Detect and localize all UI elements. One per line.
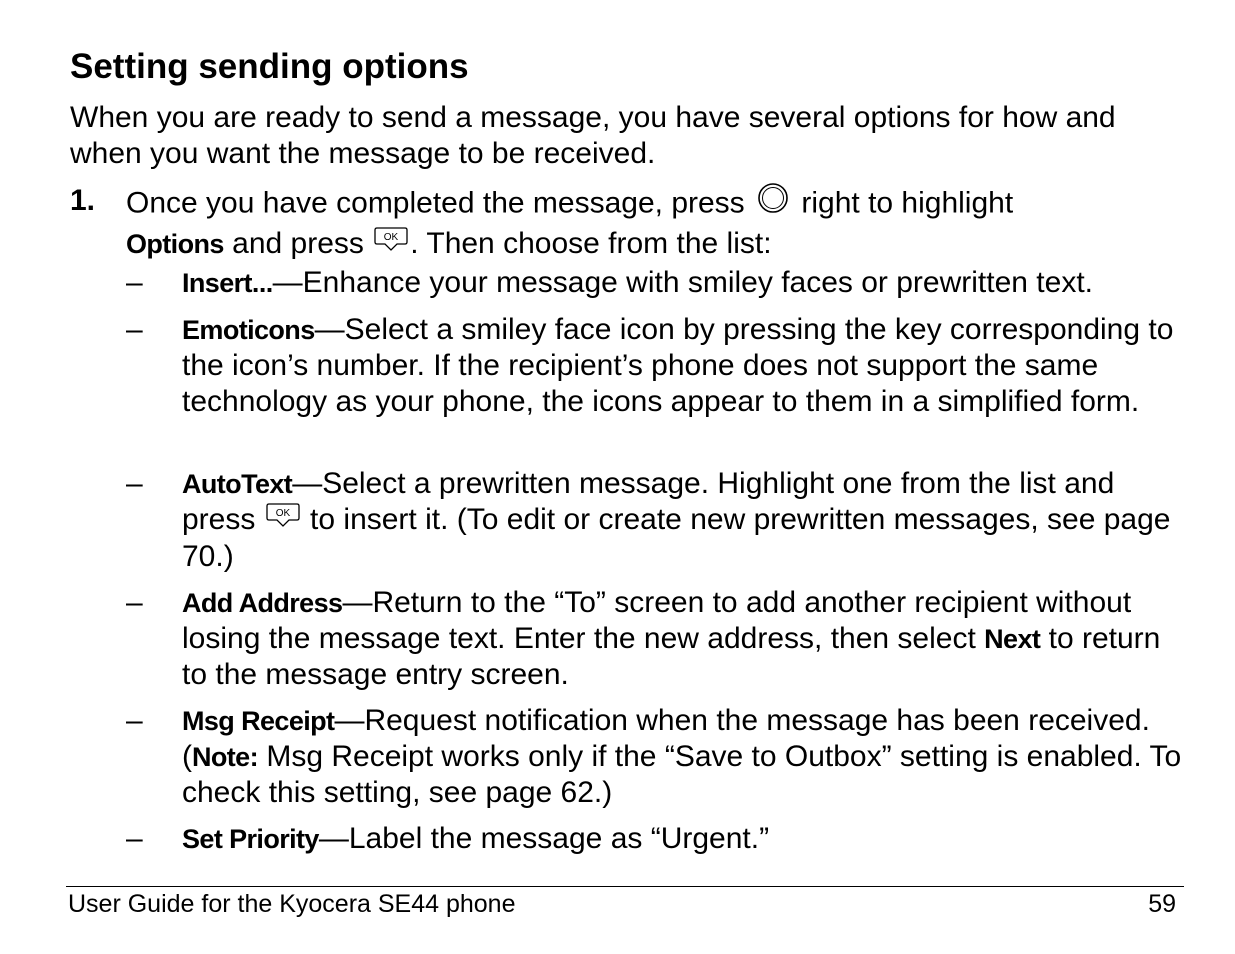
step-text: . Then choose from the list: [410, 227, 772, 260]
option-description: —Select a smiley face icon by pressing the key corresponding to the icon’s number. If the recipient’s phone does not support the same technology as your phone, the icons appear to them in a simplified form. [182, 313, 1174, 418]
step-text: Once you have completed the message, press [126, 186, 745, 220]
step-text: and press [232, 227, 364, 260]
option-description: —Request notification when the message has been received. ( [182, 704, 1150, 773]
list-item [70, 466, 1182, 575]
note-label: Note: [192, 742, 258, 772]
list-item [70, 265, 1182, 301]
option-term: Emoticons [182, 315, 315, 345]
option-term: Set Priority [182, 824, 319, 854]
option-term: Insert... [182, 268, 273, 298]
option-term: Add Address [182, 588, 343, 618]
next-label: Next [984, 624, 1041, 654]
bullet-dash: – [126, 313, 143, 346]
navigation-key-icon [753, 181, 793, 224]
ok-key-icon [264, 501, 302, 537]
footer-divider [66, 886, 1184, 887]
section-heading: Setting sending options [70, 47, 469, 86]
step-1 [70, 183, 1182, 263]
option-description: —Label the message as “Urgent.” [318, 822, 770, 855]
option-description: to insert it. (To edit or create new prewritten messages, see page 70.) [182, 503, 1171, 574]
bullet-dash: – [126, 266, 143, 299]
step-body [126, 183, 1182, 263]
bullet-dash: – [126, 704, 143, 737]
option-description: Msg Receipt works only if the “Save to Outbox” setting is enabled. To check this setting, see page 62.) [182, 740, 1182, 809]
option-description: —Enhance your message with smiley faces or prewritten text. [272, 266, 1093, 299]
bullet-dash: – [126, 822, 143, 855]
option-description: —Select a prewritten message. Highlight one from the list and press [182, 467, 1115, 536]
option-term: Msg Receipt [182, 706, 335, 736]
bullet-dash: – [126, 467, 143, 500]
page-number: 59 [1148, 890, 1176, 918]
list-item [70, 585, 1182, 693]
list-item [70, 312, 1182, 420]
bullet-dash: – [126, 586, 143, 619]
option-description: —Return to the “To” screen to add another recipient without losing the message text. Enter the new address, then select [182, 586, 1132, 655]
options-label: Options [126, 229, 224, 259]
option-description: to return to the message entry screen. [182, 622, 1161, 691]
svg-text:OK: OK [275, 508, 290, 520]
intro-paragraph: When you are ready to send a message, you have several options for how and when you want the message to be received. [70, 101, 1116, 170]
list-item [70, 703, 1182, 811]
svg-text:OK: OK [384, 232, 399, 244]
footer-title: User Guide for the Kyocera SE44 phone [68, 890, 516, 918]
option-term: AutoText [182, 469, 293, 499]
step-number: 1. [70, 184, 96, 217]
list-item [70, 821, 1182, 857]
ok-key-icon [372, 225, 410, 261]
step-text: right to highlight [801, 186, 1014, 220]
